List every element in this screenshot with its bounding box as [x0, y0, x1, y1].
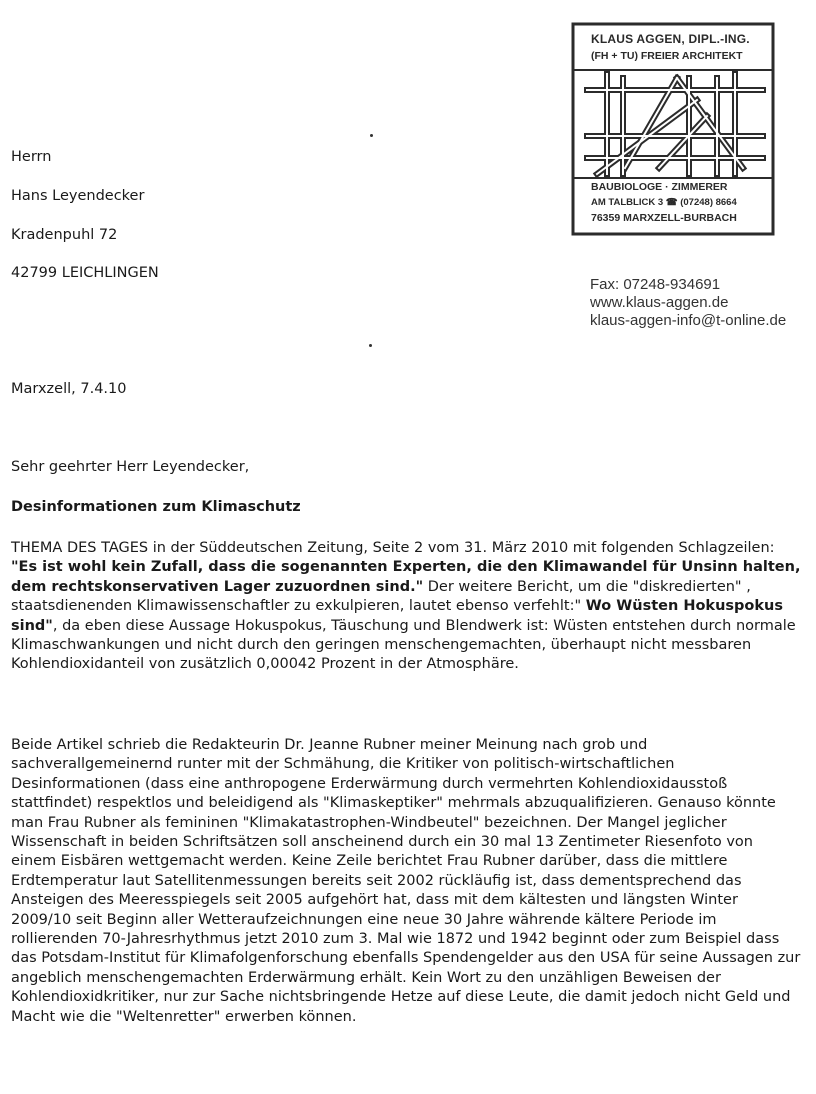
greeting: Sehr geehrter Herr Leyendecker, [11, 459, 250, 475]
body-paragraph-1 [11, 539, 801, 675]
letterhead-title: (FH + TU) FREIER ARCHITEKT [591, 50, 743, 62]
website-link[interactable]: www.klaus-aggen.de [590, 294, 729, 311]
letter-date: Marxzell, 7.4.10 [11, 381, 127, 397]
fax-number: Fax: 07248-934691 [590, 276, 721, 293]
email-link[interactable]: klaus-aggen-info@t-online.de [590, 312, 787, 329]
letterhead-name: KLAUS AGGEN, DIPL.-ING. [591, 32, 750, 46]
recipient-city: 42799 LEICHLINGEN [11, 265, 159, 281]
recipient-name: Hans Leyendecker [11, 188, 145, 204]
recipient-salutation-line: Herrn [11, 149, 52, 165]
subject-line: Desinformationen zum Klimaschutz [11, 499, 301, 515]
paragraph-1-headline-2: Wo Wüsten Hokuspokus sind" [11, 598, 783, 634]
letterhead-street: AM TALBLICK 3 ☎ (07248) 8664 [591, 197, 737, 208]
contact-block [590, 276, 786, 330]
architect-logo [567, 18, 779, 240]
paragraph-1-headline-1: "Es ist wohl kein Zufall, dass die sogenannten Experten, die den Klimawandel für Unsinn halten, dem rechtskonservativen Lager zuzuordnen sind." [11, 559, 801, 595]
paragraph-1-middle: Der weitere Bericht, um die "diskredierten" , staatsdienenden Klimawissenschaftler zu exkulpieren, lautet ebenso verfehlt:" [11, 578, 751, 615]
scan-speck [369, 344, 372, 347]
paragraph-1-rest: , da eben diese Aussage Hokuspokus, Täuschung und Blendwerk ist: Wüsten entstehen durch normale Klimaschwankungen und nicht durch den geringen menschengemachten, überhaupt nicht messbaren Kohlendioxidanteil von zusätzlich 0,00042 Prozent in der Atmosphäre. [11, 617, 796, 673]
letterhead-profession: BAUBIOLOGE · ZIMMERER [591, 181, 728, 193]
body-paragraph-2: Beide Artikel schrieb die Redakteurin Dr. Jeanne Rubner meiner Meinung nach grob und sachverallgemeinernd runter mit der Schmähung, die Kritiker von politisch-wirtschaftlichen Desinformationen (dass eine anthropogene Erderwärmung durch vermehrten Kohlendioxidausstoß stattfindet) respektlos und beleidigend als "Klimaskeptiker" mehrmals abzuqualifizieren. Genauso könnte man Frau Rubner als femininen "Klimakatastrophen-Windbeutel" bezeichnen. Der Mangel jeglicher Wissenschaft in beiden Schriftsätzen soll anscheinend durch ein 30 mal 13 Zentimeter Riesenfoto von einem Eisbären wettgemacht werden. Keine Zeile berichtet Frau Rubner darüber, dass die mittlere Erdtemperatur laut Satellitenmessungen bereits seit 2002 rückläufig ist, dass dementsprechend das Ansteigen des Meeresspiegels seit 2005 aufgehört hat, dass mit dem kältesten und längsten Winter 2009/10 seit Beginn aller Wetteraufzeichnungen eine neue 30 Jahre währende kältere Periode im rollierenden 70-Jahresrhythmus jetzt 2010 zum 3. Mal wie 1872 und 1942 beginnt oder zum Beispiel dass das Potsdam-Institut für Klimafolgenforschung ebenfalls Spendengelder aus den USA für seine Aussagen zur angeblich menschengemachten Erderwärmung erhält. Kein Wort zu den unzähligen Beweisen der Kohlendioxidkritiker, nur zur Sache nichtsbringende Hetze auf diese Leute, die damit jedoch nicht Geld und Macht wie die "Weltenretter" erwerben können. [11, 737, 801, 1025]
scan-speck [370, 134, 373, 137]
recipient-street: Kradenpuhl 72 [11, 227, 118, 243]
letterhead-city: 76359 MARXZELL-BURBACH [591, 212, 737, 224]
paragraph-1-intro: THEMA DES TAGES in der Süddeutschen Zeitung, Seite 2 vom 31. März 2010 mit folgenden Schlagzeilen: [11, 540, 775, 556]
